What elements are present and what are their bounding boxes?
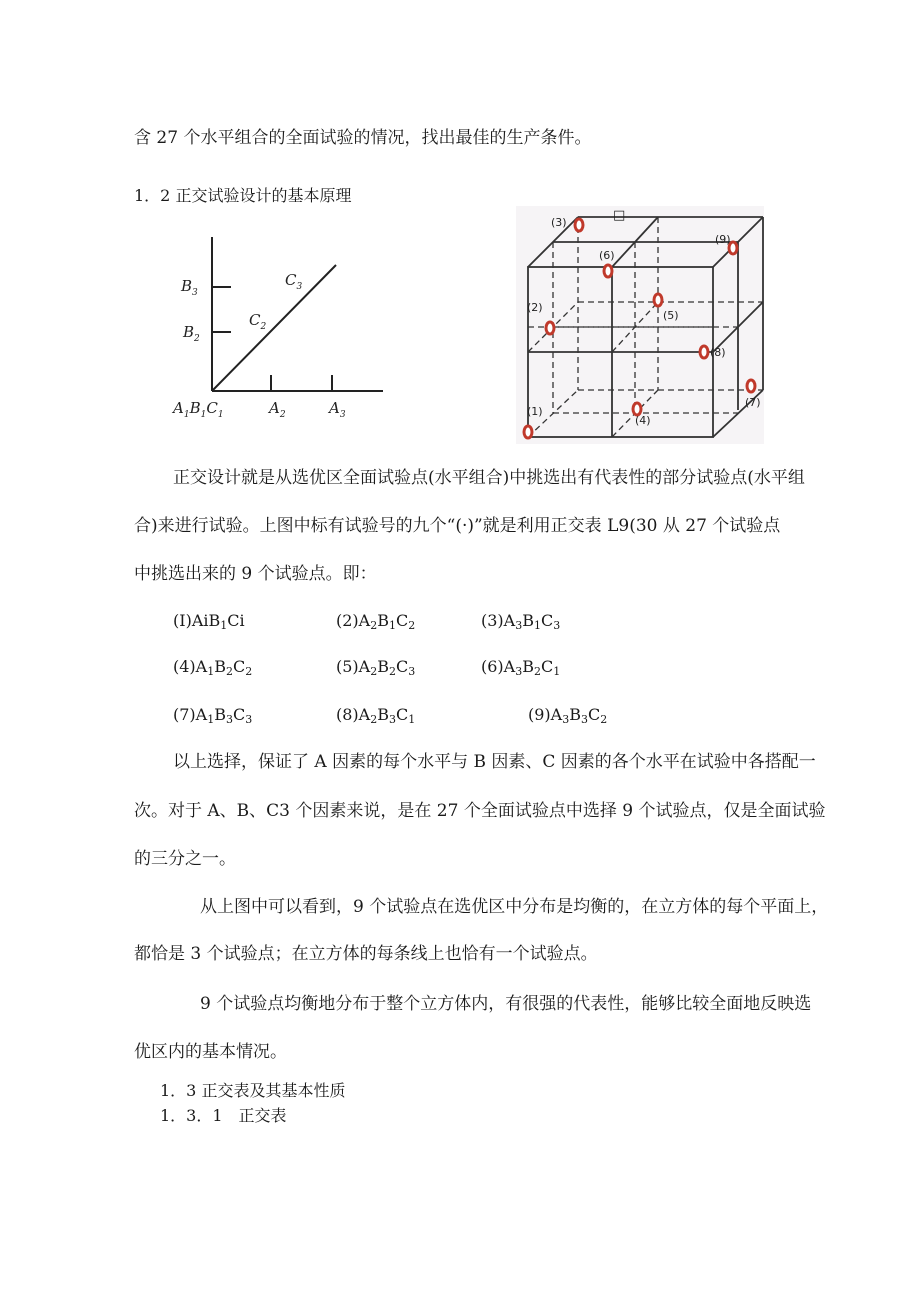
factor-level: 2: [408, 619, 416, 632]
point-5-marker: [654, 294, 662, 306]
label-a2: $A_2$: [269, 399, 286, 420]
factor-level: 2: [534, 665, 541, 678]
point-8-marker: [700, 346, 708, 358]
combination-3: [481, 611, 560, 631]
combination-1: [173, 611, 245, 631]
combination-7: [173, 705, 252, 725]
factor-level: 1: [220, 619, 228, 632]
para4-line2: 优区内的基本情况。: [134, 1042, 287, 1062]
factor-letter: B: [569, 705, 581, 724]
factor-letter: B: [208, 611, 221, 630]
point-1-marker: [524, 426, 532, 438]
label-b3: $B_3$: [181, 277, 198, 298]
factor-letter: C: [541, 611, 554, 630]
factor-letter: C: [233, 705, 246, 724]
point-6-marker: [604, 265, 612, 277]
factor-level: 3: [515, 665, 523, 678]
point-7-label: (7): [745, 396, 761, 409]
combination-6: [481, 657, 560, 677]
para4-line1: 9 个试验点均衡地分布于整个立方体内，有很强的代表性，能够比较全面地反映选: [200, 994, 812, 1014]
combination-5: [336, 657, 415, 677]
factor-letter: A: [195, 657, 208, 676]
factor-letter: B: [522, 657, 534, 676]
factor-level: 1: [207, 713, 215, 726]
axis-diagram: [165, 225, 405, 435]
point-2-label: (2): [527, 301, 543, 314]
factor-level: 2: [370, 713, 378, 726]
factor-letter: C: [541, 657, 554, 676]
factor-level: 1: [207, 665, 215, 678]
factor-level: 1: [389, 619, 396, 632]
combination-number: (6): [481, 657, 504, 676]
factor-letter: B: [377, 657, 389, 676]
factor-level: 2: [370, 619, 378, 632]
box-glyph: □: [613, 208, 626, 223]
combination-number: (8): [336, 705, 359, 724]
combination-number: (I): [173, 611, 192, 630]
factor-letter: C: [233, 657, 246, 676]
label-a1b1c1: $A_1B_1C_1$: [173, 399, 224, 420]
section-heading-1-2: 1．2 正交试验设计的基本原理: [134, 186, 352, 205]
factor-letter: A: [503, 611, 516, 630]
factor-letter: B: [377, 705, 389, 724]
point-5-label: (5): [663, 309, 679, 322]
factor-letter: B: [522, 611, 534, 630]
factor-letter: A: [195, 705, 208, 724]
factor-letter: C: [396, 611, 409, 630]
intro-line: 含 27 个水平组合的全面试验的情况，找出最佳的生产条件。: [134, 128, 592, 148]
para1-line1: 正交设计就是从选优区全面试验点(水平组合)中挑选出有代表性的部分试验点(水平组: [173, 468, 805, 488]
combination-4: [173, 657, 252, 677]
combination-9: [528, 705, 607, 725]
combination-number: (9): [528, 705, 551, 724]
label-c3: $C_3$: [285, 271, 303, 292]
factor-level: 2: [245, 665, 253, 678]
cube-diagram: [515, 205, 765, 445]
factor-letter: A: [503, 657, 516, 676]
para3-line2: 都恰是 3 个试验点；在立方体的每条线上也恰有一个试验点。: [134, 944, 598, 964]
factor-letter: B: [214, 657, 226, 676]
combination-number: (2): [336, 611, 359, 630]
point-8-label: (8): [710, 346, 726, 359]
combination-number: (5): [336, 657, 359, 676]
factor-letter: C: [396, 705, 409, 724]
factor-letter: A: [358, 657, 371, 676]
factor-level: 3: [562, 713, 570, 726]
factor-level: 2: [226, 665, 233, 678]
factor-letter: B: [214, 705, 226, 724]
label-a3: $A_3$: [329, 399, 346, 420]
factor-level: 3: [389, 713, 396, 726]
combination-2: [336, 611, 415, 631]
factor-level: 3: [553, 619, 561, 632]
para2-line2: 次。对于 A、B、C3 个因素来说，是在 27 个全面试验点中选择 9 个试验点，仅是全面试验: [134, 801, 826, 821]
diagonal-axis: [212, 265, 336, 391]
factor-level: 1: [408, 713, 416, 726]
point-9-label: (9): [715, 233, 731, 246]
factor-level: 2: [600, 713, 608, 726]
factor-level: i: [239, 611, 245, 630]
factor-letter: A: [358, 611, 371, 630]
point-3-label: (3): [551, 216, 567, 229]
factor-letter: C: [588, 705, 601, 724]
point-7-marker: [747, 380, 755, 392]
factor-level: 3: [226, 713, 233, 726]
para1-line2: 合)来进行试验。上图中标有试验号的九个“(·)”就是利用正交表 L9(30 从 27 个试验点: [134, 516, 781, 536]
factor-letter: B: [377, 611, 389, 630]
point-2-marker: [546, 322, 554, 334]
section-heading-1-3-1: 1．3．1 正交表: [160, 1106, 287, 1125]
para3-line1: 从上图中可以看到，9 个试验点在选优区中分布是均衡的，在立方体的每个平面上，: [200, 897, 829, 917]
factor-letter: A: [358, 705, 371, 724]
para2-line3: 的三分之一。: [134, 849, 236, 869]
factor-letter: A: [191, 611, 204, 630]
factor-level: 3: [581, 713, 588, 726]
factor-letter: A: [550, 705, 563, 724]
point-3-marker: [575, 219, 583, 231]
factor-level: 3: [515, 619, 523, 632]
factor-level: 1: [534, 619, 541, 632]
para1-line3: 中挑选出来的 9 个试验点。即：: [134, 564, 377, 584]
factor-level: 2: [370, 665, 378, 678]
combination-number: (7): [173, 705, 196, 724]
factor-level: 1: [553, 665, 561, 678]
point-4-label: (4): [635, 414, 651, 427]
combination-8: [336, 705, 415, 725]
combination-number: (3): [481, 611, 504, 630]
factor-letter: i: [203, 611, 209, 630]
para2-line1: 以上选择，保证了 A 因素的每个水平与 B 因素、C 因素的各个水平在试验中各搭配一: [173, 752, 816, 772]
section-heading-1-3: 1．3 正交表及其基本性质: [160, 1081, 346, 1100]
label-c2: $C_2$: [249, 311, 267, 332]
factor-letter: C: [396, 657, 409, 676]
factor-letter: C: [227, 611, 240, 630]
factor-level: 2: [389, 665, 396, 678]
point-1-label: (1): [527, 405, 543, 418]
combination-number: (4): [173, 657, 196, 676]
factor-level: 3: [408, 665, 416, 678]
factor-level: 3: [245, 713, 253, 726]
point-6-label: (6): [599, 249, 615, 262]
label-b2: $B_2$: [183, 323, 200, 344]
